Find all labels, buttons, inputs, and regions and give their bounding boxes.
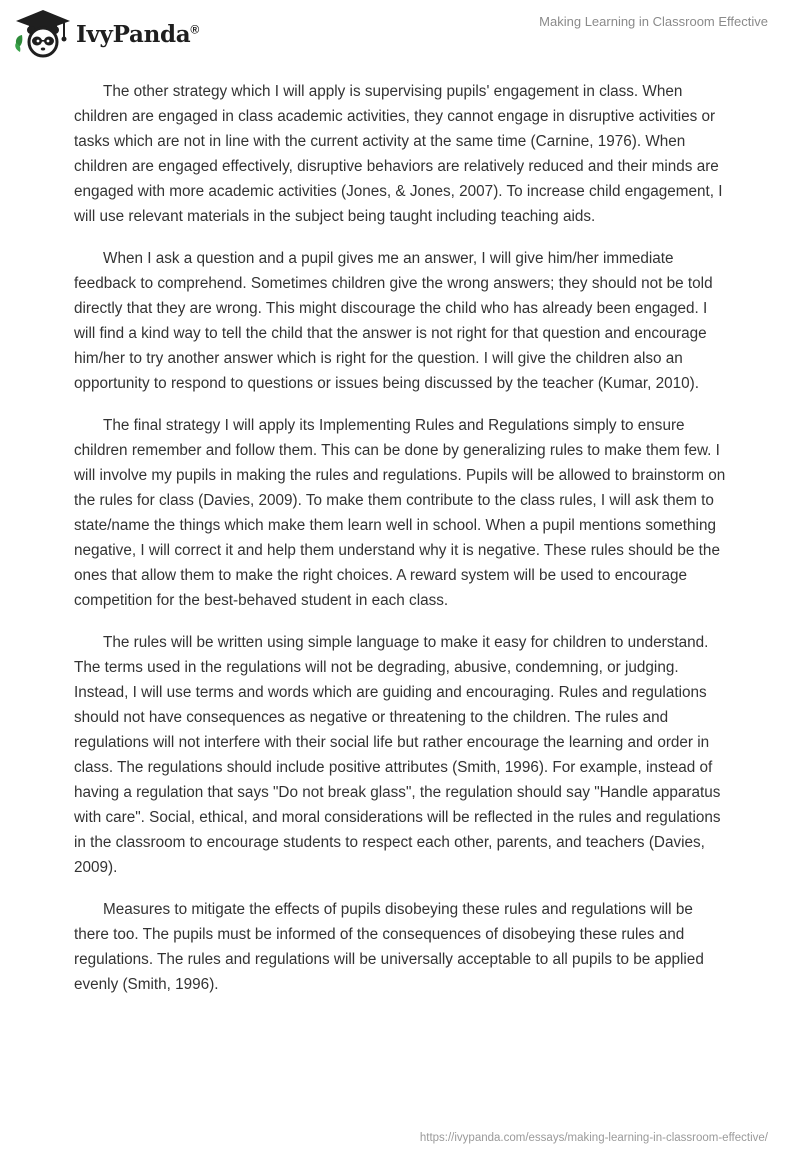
panda-graduate-icon bbox=[12, 8, 74, 58]
paragraph: The other strategy which I will apply is supervising pupils' engagement in class. When children are engaged in class academic activities, they cannot engage in disruptive activities or tasks which are not in line with the current activity at the same time (Carnine, 1976). When children are engaged effectively, disruptive behaviors are relatively reduced and their minds are engaged with more academic activities (Jones, & Jones, 2007). To increase child engagement, I will use relevant materials in the subject being taught including teaching aids. bbox=[74, 83, 723, 225]
brand-name: IvyPanda® bbox=[76, 20, 199, 48]
page-header bbox=[0, 0, 800, 70]
document-title: Making Learning in Classroom Effective bbox=[539, 14, 768, 29]
paragraph: Measures to mitigate the effects of pupils disobeying these rules and regulations will be there too. The pupils must be informed of the consequences of disobeying these rules and regulations. The rules and regulations will be universally acceptable to all pupils to be applied evenly (Smith, 1996). bbox=[74, 901, 704, 993]
registered-mark: ® bbox=[190, 21, 199, 36]
source-url[interactable]: https://ivypanda.com/essays/making-learning-in-classroom-effective/ bbox=[419, 1132, 768, 1144]
essay-body bbox=[74, 79, 728, 1014]
paragraph: When I ask a question and a pupil gives me an answer, I will give him/her immediate feedback to comprehend. Sometimes children give the wrong answers; they should not be told directly that they are wrong. This might discourage the child who has already been engaged. I will find a kind way to tell the child that the answer is not right for that question and encourage him/her to try another answer which is right for the question. I will give the children also an opportunity to respond to questions or issues being discussed by the teacher (Kumar, 2010). bbox=[74, 250, 713, 392]
paragraph: The final strategy I will apply its Implementing Rules and Regulations simply to ensure children remember and follow them. This can be done by generalizing rules to make them few. I will involve my pupils in making the rules and regulations. Pupils will be allowed to brainstorm on the rules for class (Davies, 2009). To make them contribute to the class rules, I will ask them to state/name the things which make them learn well in school. When a pupil mentions something negative, I will correct it and help them understand why it is negative. These rules should be the ones that allow them to make the right choices. A reward system will be used to encourage competition for the best-behaved student in each class. bbox=[74, 417, 726, 609]
paragraph: The rules will be written using simple language to make it easy for children to understand. The terms used in the regulations will not be degrading, abusive, condemning, or judging. Instead, I will use terms and words which are guiding and encouraging. Rules and regulations should not have consequences as negative or threatening to the children. The rules and regulations will not interfere with their social life but rather encourage the learning and order in class. The regulations should include positive attributes (Smith, 1996). For example, instead of having a regulation that says "Do not break glass", the regulation should say "Handle apparatus with care". Social, ethical, and moral considerations will be reflected in the rules and regulations in the classroom to encourage students to respect each other, parents, and teachers (Davies, 2009). bbox=[74, 634, 721, 876]
ivypanda-logo[interactable] bbox=[12, 8, 199, 58]
